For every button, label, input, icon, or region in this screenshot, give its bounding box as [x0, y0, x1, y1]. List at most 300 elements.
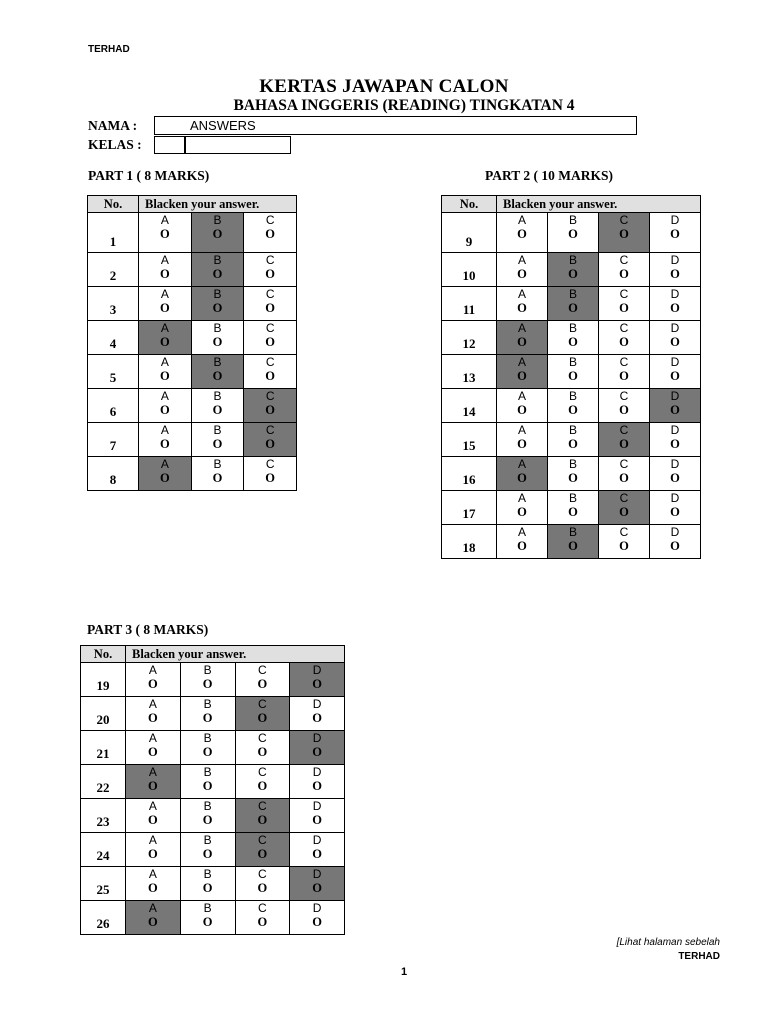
option-d[interactable]	[290, 697, 345, 731]
option-letter: B	[203, 867, 212, 881]
option-letter: C	[619, 525, 629, 539]
option-b[interactable]	[180, 799, 235, 833]
option-letter: C	[258, 833, 267, 847]
option-bubble: O	[148, 813, 158, 827]
question-row	[81, 697, 345, 731]
question-number: 8	[88, 457, 139, 491]
option-letter: A	[517, 389, 526, 403]
part-1-title: PART 1 ( 8 MARKS)	[88, 168, 210, 183]
option-letter: A	[148, 833, 157, 847]
option-bubble: O	[148, 847, 158, 861]
option-bubble: O	[312, 847, 322, 861]
question-number: 1	[88, 213, 139, 253]
option-bubble: O	[202, 813, 213, 827]
option-letter: B	[203, 697, 212, 711]
option-bubble: O	[670, 227, 680, 241]
option-letter: A	[148, 799, 157, 813]
option-bubble: O	[619, 267, 629, 281]
option-letter: C	[619, 213, 629, 227]
option-b[interactable]	[180, 901, 235, 935]
question-number: 7	[88, 423, 139, 457]
question-row	[88, 213, 297, 253]
option-a[interactable]	[139, 287, 192, 321]
option-c[interactable]	[599, 457, 650, 491]
option-bubble: O	[257, 915, 268, 929]
option-bubble: O	[312, 779, 322, 793]
option-b[interactable]	[548, 355, 599, 389]
option-a-selected[interactable]	[126, 901, 181, 935]
part-3-title: PART 3 ( 8 MARKS)	[87, 622, 209, 637]
option-letter: D	[670, 287, 680, 301]
option-d[interactable]	[650, 457, 701, 491]
option-bubble: O	[148, 915, 158, 929]
option-bubble: O	[568, 227, 578, 241]
option-a-selected[interactable]	[497, 355, 548, 389]
option-letter: A	[160, 287, 169, 301]
option-bubble: O	[619, 301, 629, 315]
option-bubble: O	[670, 505, 680, 519]
option-letter: D	[670, 491, 680, 505]
option-letter: C	[265, 423, 275, 437]
question-number: 3	[88, 287, 139, 321]
question-number: 10	[442, 253, 497, 287]
question-row	[81, 867, 345, 901]
option-b[interactable]	[548, 457, 599, 491]
option-bubble: O	[212, 335, 223, 349]
option-bubble: O	[257, 813, 268, 827]
option-d[interactable]	[650, 491, 701, 525]
question-row	[442, 525, 701, 559]
option-a-selected[interactable]	[497, 457, 548, 491]
option-bubble: O	[148, 881, 158, 895]
option-letter: B	[568, 423, 577, 437]
option-letter: B	[213, 423, 222, 437]
question-number: 23	[81, 799, 126, 833]
option-letter: B	[213, 389, 222, 403]
question-number: 18	[442, 525, 497, 559]
option-a[interactable]	[139, 213, 192, 253]
option-letter: C	[619, 321, 629, 335]
header-no: No.	[88, 196, 139, 213]
option-b[interactable]	[180, 867, 235, 901]
option-letter: A	[517, 457, 526, 471]
option-b-selected[interactable]	[191, 287, 244, 321]
option-bubble: O	[212, 369, 223, 383]
option-letter: B	[568, 213, 577, 227]
question-number: 20	[81, 697, 126, 731]
option-a[interactable]	[497, 525, 548, 559]
question-row	[81, 731, 345, 765]
option-c[interactable]	[235, 867, 290, 901]
option-c-selected[interactable]	[244, 423, 297, 457]
option-bubble: O	[202, 915, 213, 929]
option-bubble: O	[257, 711, 268, 725]
option-a[interactable]	[139, 389, 192, 423]
option-bubble: O	[517, 301, 527, 315]
option-bubble: O	[568, 301, 578, 315]
option-letter: C	[619, 287, 629, 301]
option-d[interactable]	[290, 799, 345, 833]
option-bubble: O	[670, 267, 680, 281]
option-letter: B	[203, 833, 212, 847]
option-a[interactable]	[497, 491, 548, 525]
question-number: 2	[88, 253, 139, 287]
option-bubble: O	[312, 881, 322, 895]
option-letter: A	[148, 663, 157, 677]
option-bubble: O	[312, 677, 322, 691]
table-header-row	[442, 196, 701, 213]
option-d-selected[interactable]	[290, 663, 345, 697]
option-bubble: O	[517, 335, 527, 349]
option-bubble: O	[148, 711, 158, 725]
option-d[interactable]	[650, 423, 701, 457]
option-a[interactable]	[139, 423, 192, 457]
question-row	[442, 423, 701, 457]
question-row	[442, 355, 701, 389]
question-row	[442, 321, 701, 355]
option-b[interactable]	[191, 457, 244, 491]
option-b-selected[interactable]	[548, 253, 599, 287]
option-c[interactable]	[244, 457, 297, 491]
option-a[interactable]	[126, 867, 181, 901]
option-bubble: O	[517, 369, 527, 383]
option-letter: A	[148, 731, 157, 745]
option-c[interactable]	[235, 731, 290, 765]
option-letter: D	[670, 423, 680, 437]
option-letter: B	[213, 213, 222, 227]
kelas-field[interactable]	[184, 136, 291, 154]
nama-value: ANSWERS	[190, 118, 256, 133]
option-a[interactable]	[497, 213, 548, 253]
option-letter: B	[213, 253, 222, 267]
question-row	[442, 253, 701, 287]
option-bubble: O	[312, 711, 322, 725]
option-a[interactable]	[139, 253, 192, 287]
option-letter: D	[312, 867, 322, 881]
option-b[interactable]	[548, 491, 599, 525]
option-letter: C	[619, 423, 629, 437]
option-a-selected[interactable]	[139, 457, 192, 491]
answer-table-part-3	[80, 645, 345, 935]
option-bubble: O	[265, 301, 276, 315]
option-letter: B	[568, 525, 577, 539]
option-letter: B	[203, 663, 212, 677]
classification-label: TERHAD	[88, 44, 130, 55]
option-c[interactable]	[235, 663, 290, 697]
option-b[interactable]	[548, 423, 599, 457]
option-letter: D	[670, 253, 680, 267]
option-a[interactable]	[497, 287, 548, 321]
option-bubble: O	[148, 779, 158, 793]
question-row	[88, 321, 297, 355]
option-d[interactable]	[650, 287, 701, 321]
question-row	[442, 213, 701, 253]
question-number: 14	[442, 389, 497, 423]
option-letter: A	[160, 321, 169, 335]
option-bubble: O	[517, 539, 527, 553]
question-number: 24	[81, 833, 126, 867]
option-c-selected[interactable]	[235, 799, 290, 833]
option-b[interactable]	[180, 663, 235, 697]
page-subtitle: BAHASA INGGERIS (READING) TINGKATAN 4	[233, 97, 575, 114]
kelas-label: KELAS :	[88, 137, 142, 152]
option-c[interactable]	[244, 355, 297, 389]
option-bubble: O	[212, 471, 223, 485]
question-number: 6	[88, 389, 139, 423]
option-letter: B	[203, 731, 212, 745]
option-a[interactable]	[126, 663, 181, 697]
header-instruction: Blacken your answer.	[139, 196, 297, 213]
option-bubble: O	[159, 437, 170, 451]
option-bubble: O	[265, 369, 276, 383]
option-c[interactable]	[599, 525, 650, 559]
option-c[interactable]	[235, 901, 290, 935]
header-instruction: Blacken your answer.	[497, 196, 701, 213]
option-b-selected[interactable]	[548, 287, 599, 321]
option-letter: C	[265, 355, 275, 369]
option-letter: B	[213, 321, 222, 335]
option-a-selected[interactable]	[126, 765, 181, 799]
question-number: 5	[88, 355, 139, 389]
option-letter: D	[670, 525, 680, 539]
option-bubble: O	[159, 301, 170, 315]
option-letter: C	[258, 867, 267, 881]
option-a[interactable]	[497, 253, 548, 287]
option-bubble: O	[265, 267, 276, 281]
option-letter: A	[160, 253, 169, 267]
option-bubble: O	[265, 437, 276, 451]
option-bubble: O	[619, 539, 629, 553]
option-letter: A	[148, 867, 157, 881]
option-bubble: O	[257, 881, 268, 895]
option-a[interactable]	[497, 423, 548, 457]
option-bubble: O	[202, 881, 213, 895]
header-no: No.	[442, 196, 497, 213]
option-b[interactable]	[548, 321, 599, 355]
option-b-selected[interactable]	[548, 525, 599, 559]
option-bubble: O	[670, 539, 680, 553]
option-bubble: O	[265, 227, 276, 241]
option-letter: A	[148, 697, 157, 711]
question-number: 16	[442, 457, 497, 491]
option-letter: D	[670, 355, 680, 369]
question-number: 9	[442, 213, 497, 253]
option-d[interactable]	[290, 833, 345, 867]
option-bubble: O	[619, 403, 629, 417]
option-letter: D	[312, 663, 322, 677]
option-d[interactable]	[290, 901, 345, 935]
option-b-selected[interactable]	[191, 355, 244, 389]
option-bubble: O	[670, 471, 680, 485]
option-d[interactable]	[650, 525, 701, 559]
option-bubble: O	[148, 677, 158, 691]
option-d[interactable]	[290, 765, 345, 799]
option-letter: C	[258, 799, 267, 813]
option-letter: A	[160, 213, 169, 227]
option-bubble: O	[212, 437, 223, 451]
option-letter: D	[312, 901, 322, 915]
option-b[interactable]	[180, 731, 235, 765]
question-row	[442, 491, 701, 525]
option-bubble: O	[619, 437, 629, 451]
option-a[interactable]	[497, 389, 548, 423]
option-bubble: O	[159, 471, 170, 485]
option-letter: C	[258, 765, 267, 779]
option-a[interactable]	[126, 731, 181, 765]
option-d[interactable]	[650, 213, 701, 253]
page-title: KERTAS JAWAPAN CALON	[259, 76, 509, 97]
option-letter: B	[568, 355, 577, 369]
option-b-selected[interactable]	[191, 213, 244, 253]
option-bubble: O	[159, 335, 170, 349]
option-c[interactable]	[599, 253, 650, 287]
option-letter: A	[517, 287, 526, 301]
option-bubble: O	[265, 471, 276, 485]
question-row	[81, 663, 345, 697]
option-letter: A	[517, 253, 526, 267]
question-row	[442, 389, 701, 423]
option-letter: B	[213, 457, 222, 471]
option-c-selected[interactable]	[599, 423, 650, 457]
option-bubble: O	[568, 403, 578, 417]
kelas-field-prefix[interactable]	[154, 136, 186, 154]
option-bubble: O	[202, 745, 213, 759]
option-bubble: O	[670, 335, 680, 349]
option-letter: A	[148, 765, 157, 779]
question-row	[88, 389, 297, 423]
option-c[interactable]	[244, 253, 297, 287]
question-number: 4	[88, 321, 139, 355]
question-number: 17	[442, 491, 497, 525]
option-c[interactable]	[244, 213, 297, 253]
option-letter: A	[517, 525, 526, 539]
option-c-selected[interactable]	[599, 491, 650, 525]
option-a[interactable]	[126, 697, 181, 731]
option-letter: C	[265, 457, 275, 471]
option-bubble: O	[670, 403, 680, 417]
question-row	[88, 287, 297, 321]
option-bubble: O	[257, 677, 268, 691]
option-letter: B	[568, 389, 577, 403]
option-d[interactable]	[650, 355, 701, 389]
option-letter: A	[517, 321, 526, 335]
option-b[interactable]	[548, 389, 599, 423]
option-bubble: O	[265, 403, 276, 417]
option-letter: D	[670, 321, 680, 335]
option-a-selected[interactable]	[139, 321, 192, 355]
option-letter: B	[568, 491, 577, 505]
option-b[interactable]	[180, 697, 235, 731]
option-c[interactable]	[235, 765, 290, 799]
option-a-selected[interactable]	[497, 321, 548, 355]
question-number: 26	[81, 901, 126, 935]
option-b[interactable]	[180, 833, 235, 867]
option-bubble: O	[670, 369, 680, 383]
option-c[interactable]	[599, 389, 650, 423]
answer-table-part-2	[441, 195, 701, 559]
option-letter: D	[670, 213, 680, 227]
option-bubble: O	[619, 227, 629, 241]
question-row	[81, 833, 345, 867]
option-c[interactable]	[244, 321, 297, 355]
option-bubble: O	[257, 779, 268, 793]
option-c-selected[interactable]	[235, 833, 290, 867]
option-c-selected[interactable]	[599, 213, 650, 253]
option-b-selected[interactable]	[191, 253, 244, 287]
option-a[interactable]	[126, 833, 181, 867]
option-b[interactable]	[191, 423, 244, 457]
option-letter: B	[568, 321, 577, 335]
option-letter: D	[670, 457, 680, 471]
option-bubble: O	[568, 267, 578, 281]
option-d-selected[interactable]	[290, 731, 345, 765]
question-row	[442, 287, 701, 321]
option-letter: B	[203, 901, 212, 915]
option-bubble: O	[202, 779, 213, 793]
option-bubble: O	[159, 369, 170, 383]
option-bubble: O	[517, 227, 527, 241]
option-c[interactable]	[599, 321, 650, 355]
option-letter: C	[258, 731, 267, 745]
option-d-selected[interactable]	[290, 867, 345, 901]
option-bubble: O	[568, 471, 578, 485]
option-b[interactable]	[180, 765, 235, 799]
question-row	[442, 457, 701, 491]
option-letter: A	[160, 457, 169, 471]
question-number: 15	[442, 423, 497, 457]
option-letter: B	[203, 799, 212, 813]
option-d[interactable]	[650, 253, 701, 287]
nama-label: NAMA :	[88, 118, 138, 133]
option-letter: B	[568, 287, 577, 301]
option-d-selected[interactable]	[650, 389, 701, 423]
question-row	[88, 253, 297, 287]
page-number: 1	[400, 966, 408, 978]
option-letter: A	[148, 901, 157, 915]
question-number: 25	[81, 867, 126, 901]
option-a[interactable]	[126, 799, 181, 833]
option-b[interactable]	[191, 321, 244, 355]
option-c-selected[interactable]	[235, 697, 290, 731]
option-b[interactable]	[191, 389, 244, 423]
option-c-selected[interactable]	[244, 389, 297, 423]
option-bubble: O	[568, 539, 578, 553]
question-row	[81, 901, 345, 935]
option-bubble: O	[159, 267, 170, 281]
option-letter: D	[312, 799, 322, 813]
option-c[interactable]	[599, 355, 650, 389]
option-letter: D	[312, 731, 322, 745]
option-d[interactable]	[650, 321, 701, 355]
option-bubble: O	[568, 437, 578, 451]
option-c[interactable]	[599, 287, 650, 321]
option-c[interactable]	[244, 287, 297, 321]
option-letter: C	[265, 389, 275, 403]
answer-table-part-1	[87, 195, 297, 491]
option-letter: C	[619, 355, 629, 369]
option-letter: C	[258, 663, 267, 677]
option-b[interactable]	[548, 213, 599, 253]
option-letter: B	[213, 355, 222, 369]
option-bubble: O	[517, 505, 527, 519]
header-instruction: Blacken your answer.	[126, 646, 345, 663]
option-bubble: O	[202, 677, 213, 691]
option-letter: D	[670, 389, 680, 403]
option-bubble: O	[517, 437, 527, 451]
option-a[interactable]	[139, 355, 192, 389]
option-letter: D	[312, 765, 322, 779]
part-2-title: PART 2 ( 10 MARKS)	[485, 168, 614, 183]
